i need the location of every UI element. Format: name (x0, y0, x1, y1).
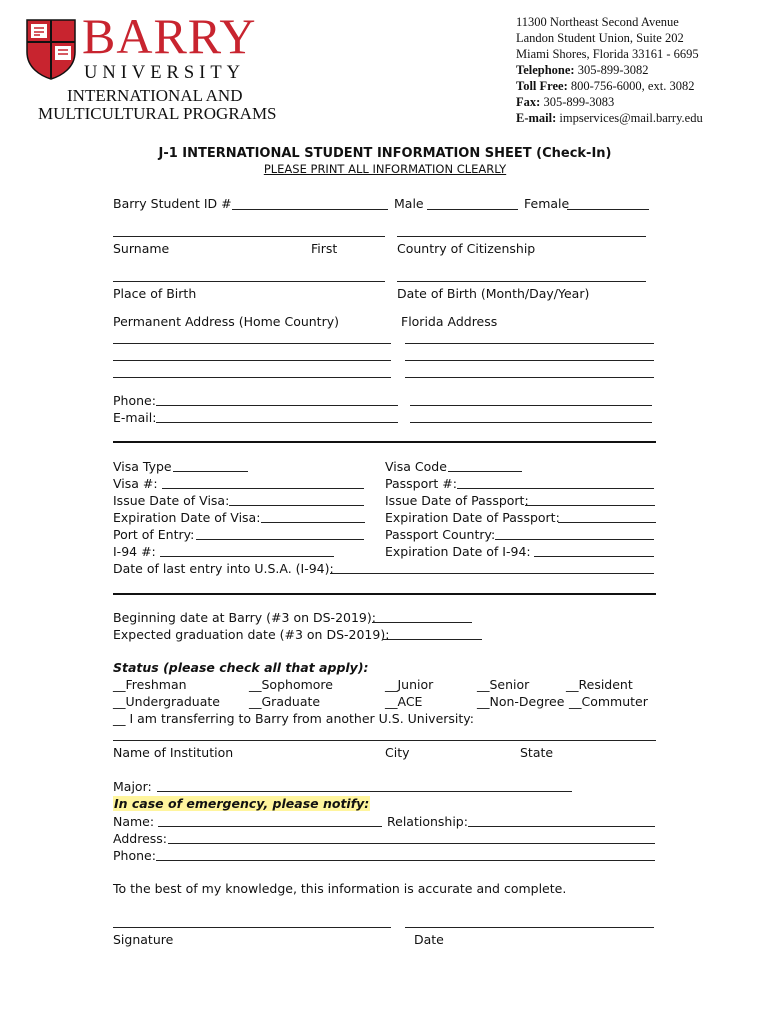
major-label: Major: (113, 779, 152, 794)
major-field[interactable] (157, 791, 572, 792)
place-of-birth-label: Place of Birth (113, 286, 197, 301)
visa-issue-field[interactable] (229, 505, 364, 506)
status-graduate-option[interactable]: __Graduate (249, 694, 321, 709)
passport-issue-label: Issue Date of Passport: (385, 493, 529, 508)
fax-label: Fax: (516, 95, 541, 109)
emergency-phone-field[interactable] (156, 860, 655, 861)
status-sophomore-option[interactable]: __Sophomore (249, 677, 333, 692)
passport-number-label: Passport #: (385, 476, 457, 491)
emergency-name-field[interactable] (158, 826, 382, 827)
place-of-birth-field[interactable] (113, 281, 385, 282)
section-divider (113, 593, 656, 595)
permanent-address-line[interactable] (113, 377, 391, 378)
form-subtitle: PLEASE PRINT ALL INFORMATION CLEARLY (263, 162, 507, 176)
grad-date-label: Expected graduation date (#3 on DS-2019): (113, 627, 390, 642)
fax-value: 305-899-3083 (543, 95, 615, 109)
first-name-label: First (311, 241, 338, 256)
grad-date-field[interactable] (383, 639, 482, 640)
brand-wordmark: BARRY (82, 8, 257, 64)
email-label: E-mail: (113, 410, 157, 425)
institution-label: Name of Institution (113, 745, 234, 760)
section-divider (113, 441, 656, 443)
status-ace-option[interactable]: __ACE (385, 694, 423, 709)
i94-expiration-label: Expiration Date of I-94: (385, 544, 531, 559)
visa-number-field[interactable] (162, 488, 364, 489)
passport-expiration-field[interactable] (558, 522, 656, 523)
student-id-label: Barry Student ID # (113, 196, 232, 211)
phone-label: Phone: (113, 393, 156, 408)
home-phone-field[interactable] (156, 405, 398, 406)
i94-expiration-field[interactable] (534, 556, 654, 557)
permanent-address-line[interactable] (113, 343, 391, 344)
visa-code-field[interactable] (448, 471, 522, 472)
dob-field[interactable] (397, 281, 646, 282)
office-address-block (516, 14, 703, 126)
visa-number-label: Visa #: (113, 476, 158, 491)
signature-label: Signature (113, 932, 174, 947)
email-label-header: E-mail: (516, 111, 557, 125)
emergency-address-label: Address: (113, 831, 167, 846)
passport-country-label: Passport Country: (385, 527, 496, 542)
passport-number-field[interactable] (457, 488, 654, 489)
address-street: 11300 Northeast Second Avenue (516, 15, 679, 29)
date-label: Date (414, 932, 444, 947)
university-wordmark: UNIVERSITY (84, 63, 245, 83)
program-name-line1: INTERNATIONAL AND (67, 86, 243, 105)
status-junior-option[interactable]: __Junior (385, 677, 434, 692)
status-senior-option[interactable]: __Senior (477, 677, 530, 692)
port-of-entry-field[interactable] (196, 539, 364, 540)
visa-type-label: Visa Type (113, 459, 172, 474)
tollfree-label: Toll Free: (516, 79, 568, 93)
female-field[interactable] (567, 209, 649, 210)
female-label: Female (524, 196, 570, 211)
name-field[interactable] (113, 236, 385, 237)
emergency-phone-label: Phone: (113, 848, 156, 863)
begin-date-label: Beginning date at Barry (#3 on DS-2019): (113, 610, 376, 625)
permanent-address-label: Permanent Address (Home Country) (113, 314, 340, 329)
status-freshman-option[interactable]: __Freshman (113, 677, 187, 692)
institution-field[interactable] (113, 740, 656, 741)
florida-address-label: Florida Address (401, 314, 498, 329)
florida-address-line[interactable] (405, 343, 654, 344)
home-email-field[interactable] (156, 422, 398, 423)
visa-issue-label: Issue Date of Visa: (113, 493, 230, 508)
passport-expiration-label: Expiration Date of Passport: (385, 510, 560, 525)
visa-type-field[interactable] (173, 471, 248, 472)
passport-country-field[interactable] (495, 539, 654, 540)
emergency-address-field[interactable] (168, 843, 655, 844)
student-id-field[interactable] (232, 209, 388, 210)
state-label: State (520, 745, 554, 760)
signature-field[interactable] (113, 927, 391, 928)
status-heading: Status (please check all that apply): (113, 660, 369, 675)
emergency-heading: In case of emergency, please notify: (114, 796, 370, 811)
university-seal-icon (25, 18, 77, 80)
florida-address-line[interactable] (405, 360, 654, 361)
visa-expiration-label: Expiration Date of Visa: (113, 510, 261, 525)
status-resident-option[interactable]: __Resident (566, 677, 633, 692)
city-label: City (385, 745, 410, 760)
relationship-field[interactable] (468, 826, 655, 827)
certification-statement: To the best of my knowledge, this information is accurate and complete. (113, 881, 567, 896)
form-title: J-1 INTERNATIONAL STUDENT INFORMATION SHEET (Check-In) (158, 146, 612, 161)
date-field[interactable] (405, 927, 654, 928)
telephone-value: 305-899-3082 (577, 63, 649, 77)
emergency-name-label: Name: (113, 814, 155, 829)
visa-expiration-field[interactable] (261, 522, 365, 523)
address-building: Landon Student Union, Suite 202 (516, 31, 684, 45)
last-entry-field[interactable] (330, 573, 654, 574)
address-city: Miami Shores, Florida 33161 - 6695 (516, 47, 699, 61)
relationship-label: Relationship: (387, 814, 468, 829)
visa-code-label: Visa Code (385, 459, 447, 474)
permanent-address-line[interactable] (113, 360, 391, 361)
port-of-entry-label: Port of Entry: (113, 527, 195, 542)
status-commuter-option[interactable]: __Commuter (569, 694, 648, 709)
status-nondegree-option[interactable]: __Non-Degree (477, 694, 565, 709)
program-name-line2: MULTICULTURAL PROGRAMS (38, 104, 277, 123)
florida-phone-field[interactable] (410, 405, 652, 406)
i94-field[interactable] (160, 556, 334, 557)
status-undergraduate-option[interactable]: __Undergraduate (113, 694, 220, 709)
passport-issue-field[interactable] (525, 505, 655, 506)
male-field[interactable] (427, 209, 518, 210)
surname-label: Surname (113, 241, 170, 256)
telephone-label: Telephone: (516, 63, 575, 77)
i94-label: I-94 #: (113, 544, 156, 559)
citizenship-field[interactable] (397, 236, 646, 237)
transfer-option[interactable]: __ I am transferring to Barry from another U.S. University: (113, 711, 474, 726)
florida-address-line[interactable] (405, 377, 654, 378)
citizenship-label: Country of Citizenship (397, 241, 536, 256)
florida-email-field[interactable] (410, 422, 652, 423)
tollfree-value: 800-756-6000, ext. 3082 (570, 79, 695, 93)
email-value[interactable]: impservices@mail.barry.edu (559, 111, 703, 125)
dob-label: Date of Birth (Month/Day/Year) (397, 286, 590, 301)
last-entry-label: Date of last entry into U.S.A. (I-94): (113, 561, 334, 576)
begin-date-field[interactable] (372, 622, 472, 623)
male-label: Male (394, 196, 424, 211)
